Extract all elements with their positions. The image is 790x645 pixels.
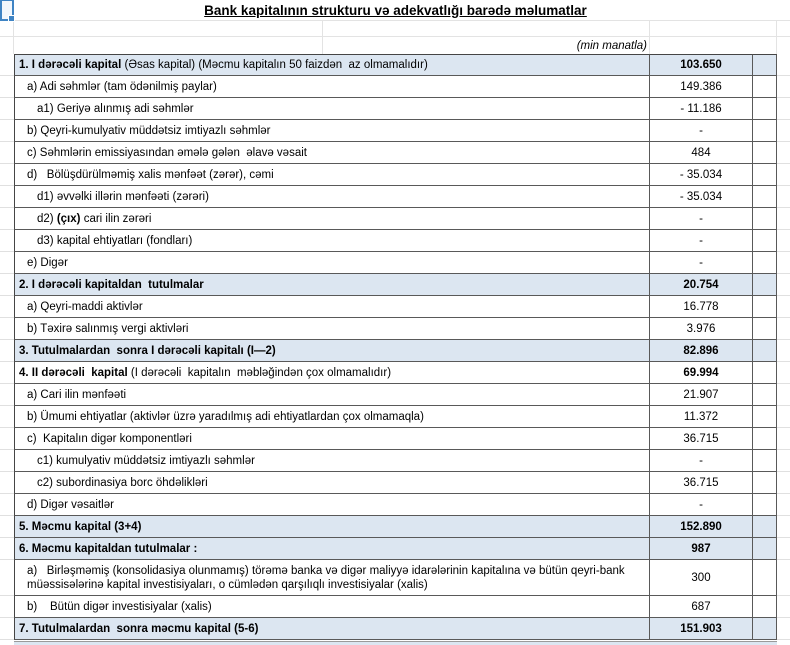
row-label-text: b) Bütün digər investisiyalar (xalis) [27,600,212,613]
grid-cell [14,21,323,36]
table-row [0,98,790,120]
table-row [0,406,790,428]
row-label-cell[interactable] [14,252,650,274]
row-label-text: (çıx) [56,212,81,225]
grid-margin-cell [0,186,14,208]
row-label-text: e) Digər [27,256,68,269]
row-label-text: b) Təxirə salınmış vergi aktivləri [27,322,189,335]
grid-margin-cell [777,230,790,252]
selected-cell-a1[interactable] [0,0,14,21]
empty-cell[interactable] [753,252,777,274]
table-row [0,538,790,560]
table-row [0,76,790,98]
row-label-text: d2) [37,212,57,225]
row-label-text: b) Qeyri-kumulyativ müddətsiz imtiyazlı səhmlər [27,124,271,137]
grid-margin-cell [0,252,14,274]
empty-cell[interactable] [753,450,777,472]
grid-cell [777,21,790,36]
table-row [0,318,790,340]
grid-margin-cell [0,516,14,538]
grid-margin-cell [0,274,14,296]
grid-cell [777,37,790,54]
empty-cell[interactable] [753,362,777,384]
partial-next-row [14,641,777,645]
row-label-text: c2) subordinasiya borc öhdəlikləri [37,476,208,489]
table-row [0,494,790,516]
table-row [0,274,790,296]
empty-cell[interactable] [753,406,777,428]
row-value-cell[interactable]: 152.890 [650,516,753,538]
table-row [0,230,790,252]
grid-margin-cell [0,318,14,340]
empty-cell[interactable] [753,340,777,362]
empty-cell[interactable] [753,296,777,318]
row-label-text: 5. Məcmu kapital (3+4) [19,520,142,533]
grid-margin-cell [777,76,790,98]
row-label-text: a1) Geriyə alınmış adi səhmlər [37,102,194,115]
grid-margin-cell [777,318,790,340]
row-value-cell[interactable]: - [650,252,753,274]
row-value-cell[interactable]: - [650,494,753,516]
table-row [0,384,790,406]
row-label-cell[interactable] [14,274,650,296]
empty-cell[interactable] [753,560,777,596]
grid-margin-cell [0,230,14,252]
empty-cell[interactable] [753,596,777,618]
row-value-cell[interactable]: 3.976 [650,318,753,340]
row-value-cell[interactable]: 36.715 [650,428,753,450]
empty-grid-row [0,21,790,37]
table-row [0,560,790,596]
grid-margin-cell [0,450,14,472]
table-row [0,450,790,472]
grid-margin-cell [777,362,790,384]
row-label-text: c1) kumulyativ müddətsiz imtiyazlı səhmlər [37,454,255,467]
row-value-cell[interactable]: - [650,230,753,252]
grid-margin-cell [777,98,790,120]
row-label-cell[interactable] [14,428,650,450]
grid-margin-cell [777,560,790,596]
grid-margin-cell [0,494,14,516]
row-value-cell[interactable]: - 11.186 [650,98,753,120]
table-row [0,618,790,640]
empty-cell[interactable] [753,208,777,230]
row-label-cell[interactable] [14,384,650,406]
table-row [0,340,790,362]
empty-cell[interactable] [753,230,777,252]
grid-margin-cell [0,538,14,560]
row-label-cell[interactable] [14,406,650,428]
row-value-cell[interactable]: 103.650 [650,54,753,76]
table-row [0,142,790,164]
grid-margin-cell [777,494,790,516]
grid-margin-cell [0,54,14,76]
row-label-text: a) Qeyri-maddi aktivlər [27,300,143,313]
grid-margin-cell [777,274,790,296]
grid-margin-cell [777,406,790,428]
grid-margin-cell [777,340,790,362]
row-label-text: b) Ümumi ehtiyatlar (aktivlər üzrə yaradılmış adi ehtiyatlardan çox olmamaqla) [27,410,424,423]
grid-margin-cell [777,142,790,164]
row-label-cell[interactable] [14,296,650,318]
row-label-cell[interactable] [14,208,650,230]
grid-margin-cell [0,428,14,450]
table-row [0,362,790,384]
row-label-text: d) Digər vəsaitlər [27,498,114,511]
grid-cell [650,37,777,54]
empty-cell[interactable] [753,428,777,450]
row-label-cell[interactable] [14,472,650,494]
grid-margin-cell [777,516,790,538]
row-label-text: 1. I dərəcəli kapital [19,59,122,71]
row-value-cell[interactable]: 21.907 [650,384,753,406]
table-row [0,120,790,142]
table-row [0,596,790,618]
row-label-cell[interactable] [14,186,650,208]
row-label-text: c) Səhmlərin emissiyasından əmələ gələn əlavə vəsait [27,146,307,159]
row-label-cell[interactable] [14,142,650,164]
row-label-cell[interactable] [14,538,650,560]
grid-margin-cell [0,120,14,142]
unit-note: (min manatla) [323,37,650,54]
row-value-cell[interactable]: - [650,450,753,472]
row-value-cell[interactable]: 82.896 [650,340,753,362]
row-label-text: c) Kapitalın digər komponentləri [27,432,192,445]
row-value-cell[interactable]: 300 [650,560,753,596]
empty-cell[interactable] [753,618,777,640]
grid-margin-cell [777,120,790,142]
grid-margin-cell [0,384,14,406]
header-row-1 [0,0,790,21]
row-value-cell[interactable]: 11.372 [650,406,753,428]
empty-cell[interactable] [753,494,777,516]
grid-margin-cell [0,98,14,120]
grid-margin-cell [777,538,790,560]
row-label-text: a) Birləşməmiş (konsolidasiya olunmamış) törəmə banka və digər maliyyə idarələrinin kapitalına və bütün qeyri-bank müəssisələrinə kapital investisiyaları, o cümlədən qarşılıqlı investisiyalar (xalis) [27,564,628,591]
row-label-text: a) Cari ilin mənfəəti [27,388,127,401]
grid-cell [323,21,650,36]
empty-cell[interactable] [753,472,777,494]
grid-cell [14,37,323,54]
row-label-text: 6. Məcmu kapitaldan tutulmalar : [19,542,198,555]
row-label-cell[interactable] [14,618,650,640]
grid-cell [0,37,14,54]
table-row [0,296,790,318]
row-value-cell[interactable]: 987 [650,538,753,560]
row-label-cell[interactable] [14,560,650,596]
row-value-cell[interactable]: 484 [650,142,753,164]
grid-margin-cell [0,406,14,428]
row-label-cell[interactable] [14,340,650,362]
grid-margin-cell [0,362,14,384]
grid-margin-cell [0,76,14,98]
grid-margin-cell [777,596,790,618]
row-label-cell[interactable] [14,164,650,186]
empty-cell[interactable] [753,384,777,406]
grid-margin-cell [777,618,790,640]
row-value-cell[interactable]: 69.994 [650,362,753,384]
row-value-cell[interactable]: 16.778 [650,296,753,318]
row-label-cell[interactable] [14,230,650,252]
grid-margin-cell [0,164,14,186]
empty-cell[interactable] [753,274,777,296]
empty-cell[interactable] [753,120,777,142]
row-value-cell[interactable]: 151.903 [650,618,753,640]
grid-cell [650,21,777,36]
grid-margin-cell [0,296,14,318]
row-value-cell[interactable]: 36.715 [650,472,753,494]
grid-margin-cell [777,428,790,450]
grid-margin-cell [777,208,790,230]
grid-margin-cell [0,596,14,618]
empty-cell[interactable] [753,164,777,186]
table-row [0,428,790,450]
row-label-cell[interactable] [14,494,650,516]
empty-cell[interactable] [753,186,777,208]
row-value-cell[interactable]: 149.386 [650,76,753,98]
table-row [0,516,790,538]
grid-margin-cell [0,618,14,640]
row-label-cell[interactable] [14,516,650,538]
row-label-text: 4. II dərəcəli kapital [19,366,128,379]
table-row [0,208,790,230]
row-label-cell[interactable] [14,450,650,472]
grid-margin-cell [777,252,790,274]
page-title: Bank kapitalının strukturu və adekvatlığı barədə məlumatlar [204,3,587,18]
row-value-cell[interactable]: - [650,208,753,230]
empty-cell[interactable] [753,318,777,340]
row-value-cell[interactable]: - 35.034 [650,164,753,186]
row-label-cell[interactable] [14,362,650,384]
row-label-cell[interactable] [14,54,650,76]
grid-margin-cell [0,560,14,596]
row-label-cell[interactable] [14,120,650,142]
grid-margin-cell [0,208,14,230]
table-row [0,186,790,208]
grid-margin-cell [777,384,790,406]
row-label-cell[interactable] [14,596,650,618]
grid-margin-cell [0,340,14,362]
row-label-text: (Əsas kapital) (Məcmu kapitalın 50 faizdən az olmamalıdır) [121,59,428,71]
row-label-cell[interactable] [14,76,650,98]
row-value-cell[interactable]: 687 [650,596,753,618]
unit-note-row [0,37,790,54]
grid-margin-cell [777,54,790,76]
row-label-text: d1) əvvəlki illərin mənfəəti (zərəri) [37,190,209,203]
row-label-text: 2. I dərəcəli kapitaldan tutulmalar [19,278,204,291]
grid-margin-cell [777,186,790,208]
empty-cell[interactable] [753,516,777,538]
title-cell[interactable] [14,0,777,21]
empty-cell[interactable] [753,142,777,164]
row-value-cell[interactable]: 20.754 [650,274,753,296]
row-label-text: (I dərəcəli kapitalın məbləğindən çox olmamalıdır) [127,366,392,379]
row-label-text: a) Adi səhmlər (tam ödənilmiş paylar) [27,80,217,93]
row-label-text: 7. Tutulmalardan sonra məcmu kapital (5-6) [19,622,259,635]
fill-handle-icon[interactable] [8,15,15,22]
empty-cell[interactable] [753,98,777,120]
row-label-text: cari ilin zərəri [80,212,152,225]
grid-margin-cell [777,164,790,186]
row-label-cell[interactable] [14,318,650,340]
table-row [0,472,790,494]
empty-cell[interactable] [753,538,777,560]
capital-table [0,54,790,640]
empty-cell[interactable] [753,76,777,98]
table-row [0,252,790,274]
grid-margin-cell [0,142,14,164]
row-label-text: d) Bölüşdürülməmiş xalis mənfəət (zərər), cəmi [27,168,274,181]
row-label-cell[interactable] [14,98,650,120]
row-value-cell[interactable]: - [650,120,753,142]
empty-cell[interactable] [753,54,777,76]
row-label-text: d3) kapital ehtiyatları (fondları) [37,234,193,247]
grid-margin-cell [777,472,790,494]
row-label-text: 3. Tutulmalardan sonra I dərəcəli kapitalı (I—2) [19,344,276,357]
table-row [0,164,790,186]
row-value-cell[interactable]: - 35.034 [650,186,753,208]
grid-margin-cell [777,296,790,318]
grid-margin-cell [0,472,14,494]
grid-cell [0,21,14,36]
table-row [0,54,790,76]
grid-margin-cell [777,450,790,472]
